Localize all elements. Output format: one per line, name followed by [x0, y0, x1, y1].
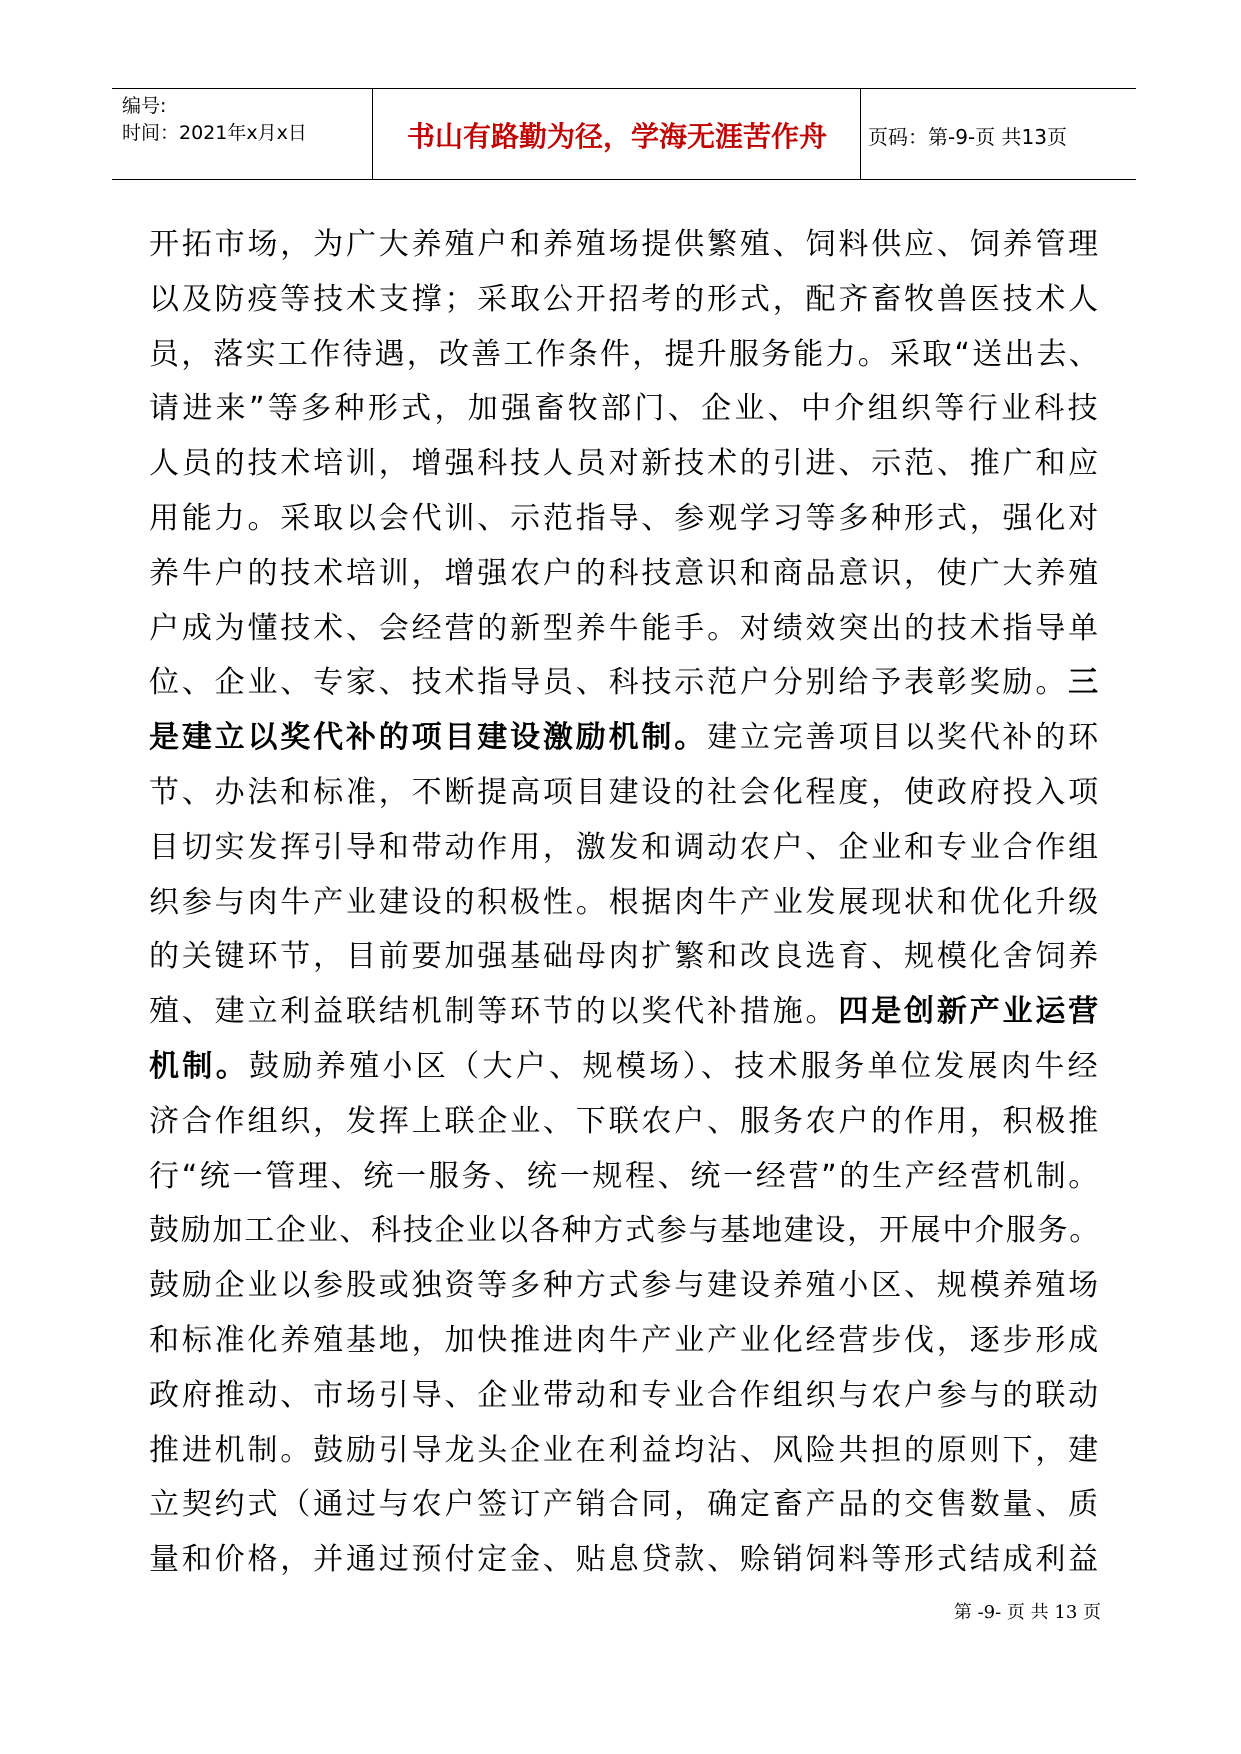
bold-text: 四是创新产业运营	[838, 994, 1102, 1030]
body-line	[149, 1533, 1101, 1588]
body-text-span: 行“统一管理、统一服务、统一规程、统一经营”的生产经营机制。	[149, 1158, 1101, 1194]
body-line	[149, 382, 1101, 437]
body-text-span: 立契约式（通过与农户签订产销合同，确定畜产品的交售数量、质	[149, 1487, 1101, 1523]
body-line	[149, 766, 1101, 821]
body-line	[149, 1314, 1101, 1369]
body-text-span: 请进来”等多种形式，加强畜牧部门、企业、中介组织等行业科技	[149, 391, 1101, 427]
body-line	[149, 711, 1101, 766]
body-line	[149, 1478, 1101, 1533]
body-line	[149, 1424, 1101, 1479]
body-text-span: 殖、建立利益联结机制等环节的以奖代补措施。	[149, 994, 839, 1030]
body-text-span: 位、企业、专家、技术指导员、科技示范户分别给予表彰奖励。	[149, 665, 1069, 701]
header-meta	[122, 93, 372, 147]
body-line	[149, 492, 1101, 547]
bold-text: 三	[1068, 665, 1101, 701]
body-text-span: 员，落实工作待遇，改善工作条件，提升服务能力。采取“送出去、	[149, 336, 1101, 372]
body-text-span: 的关键环节，目前要加强基础母肉扩繁和改良选育、规模化舍饲养	[149, 939, 1101, 975]
body-text-span: 人员的技术培训，增强科技人员对新技术的引进、示范、推广和应	[149, 446, 1101, 482]
body-line	[149, 1204, 1101, 1259]
body-line	[149, 218, 1101, 273]
body-text-span: 政府推动、市场引导、企业带动和专业合作组织与农户参与的联动	[149, 1377, 1101, 1413]
body-line	[149, 821, 1101, 876]
header-motto: 书山有路勤为径，学海无涯苦作舟	[406, 120, 827, 153]
body-line	[149, 1040, 1101, 1095]
body-text-span: 鼓励企业以参股或独资等多种方式参与建设养殖小区、规模养殖场	[149, 1268, 1101, 1304]
body-text-span: 节、办法和标准，不断提高项目建设的社会化程度，使政府投入项	[149, 774, 1101, 810]
document-body	[149, 218, 1101, 1588]
body-text-span: 目切实发挥引导和带动作用，激发和调动农户、企业和专业合作组	[149, 829, 1101, 865]
document-time-label: 时间：2021年x月x日	[122, 122, 307, 144]
body-text-span: 养牛户的技术培训，增强农户的科技意识和商品意识，使广大养殖	[149, 555, 1101, 591]
body-text-span: 建立完善项目以奖代补的环	[707, 720, 1102, 756]
header-page-number: 页码：第-9-页 共13页	[868, 124, 1067, 149]
header-divider	[860, 89, 861, 179]
body-text-span: 用能力。采取以会代训、示范指导、参观学习等多种形式，强化对	[149, 500, 1101, 536]
body-text-span: 量和价格，并通过预付定金、贴息贷款、赊销饲料等形式结成利益	[149, 1542, 1101, 1578]
bold-text: 机制。	[149, 1048, 250, 1084]
bold-text: 是建立以奖代补的项目建设激励机制。	[149, 720, 708, 756]
body-line	[149, 437, 1101, 492]
body-line	[149, 547, 1101, 602]
body-text-span: 户成为懂技术、会经营的新型养牛能手。对绩效突出的技术指导单	[149, 610, 1101, 646]
body-text-span: 鼓励养殖小区（大户、规模场）、技术服务单位发展肉牛经	[249, 1048, 1102, 1084]
body-text-span: 鼓励加工企业、科技企业以各种方式参与基地建设，开展中介服务。	[149, 1213, 1101, 1249]
body-line	[149, 1369, 1101, 1424]
body-text-span: 济合作组织，发挥上联企业、下联农户、服务农户的作用，积极推	[149, 1103, 1101, 1139]
body-text-span: 开拓市场，为广大养殖户和养殖场提供繁殖、饲料供应、饲养管理	[149, 227, 1101, 262]
body-line	[149, 1259, 1101, 1314]
body-line	[149, 985, 1101, 1040]
body-line	[149, 930, 1101, 985]
footer-page-number: 第 -9- 页 共 13 页	[953, 1602, 1101, 1623]
document-header	[112, 88, 1136, 180]
body-line	[149, 1150, 1101, 1205]
body-text-span: 以及防疫等技术支撑；采取公开招考的形式，配齐畜牧兽医技术人	[149, 281, 1101, 317]
body-line	[149, 328, 1101, 383]
body-text-span: 和标准化养殖基地，加快推进肉牛产业产业化经营步伐，逐步形成	[149, 1322, 1101, 1358]
body-line	[149, 602, 1101, 657]
body-line	[149, 1095, 1101, 1150]
document-number-label: 编号:	[122, 95, 167, 117]
body-line	[149, 656, 1101, 711]
body-line	[149, 273, 1101, 328]
body-text-span: 织参与肉牛产业建设的积极性。根据肉牛产业发展现状和优化升级	[149, 884, 1101, 920]
header-divider	[372, 89, 373, 179]
body-line	[149, 876, 1101, 931]
body-text-span: 推进机制。鼓励引导龙头企业在利益均沾、风险共担的原则下，建	[149, 1432, 1101, 1468]
